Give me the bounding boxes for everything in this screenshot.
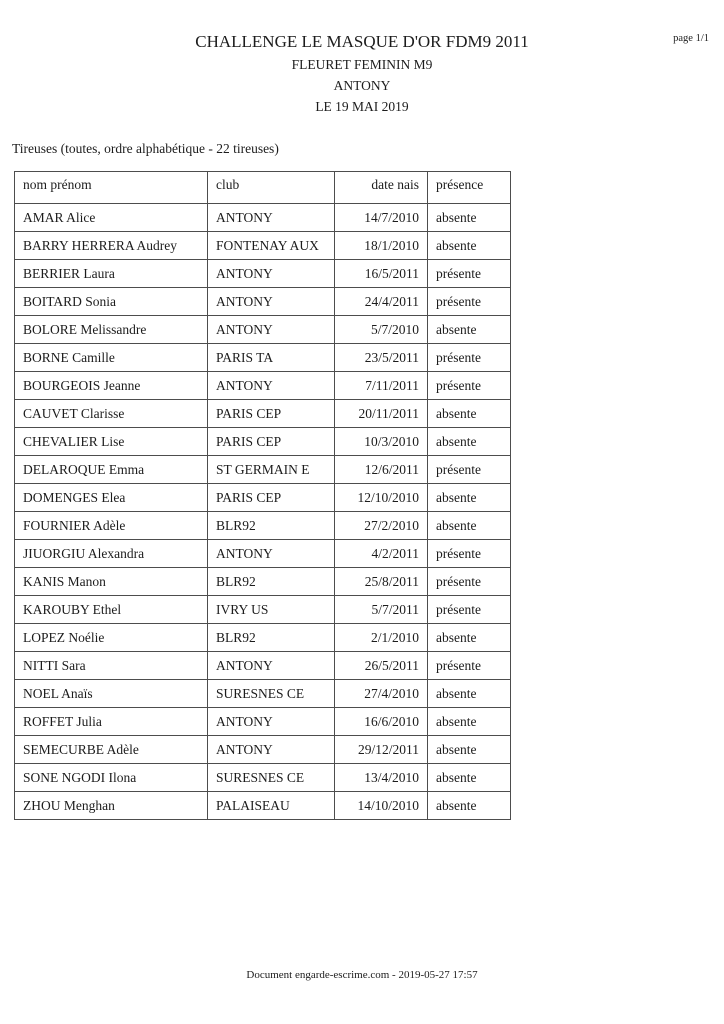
cell-name: BOLORE Melissandre	[15, 316, 208, 344]
cell-name: JIUORGIU Alexandra	[15, 540, 208, 568]
cell-name: BOITARD Sonia	[15, 288, 208, 316]
cell-club: ST GERMAIN E	[208, 456, 335, 484]
document-subtitle-weapon: FLEURET FEMININ M9	[291, 57, 433, 72]
cell-club: ANTONY	[208, 708, 335, 736]
cell-presence: présente	[428, 540, 511, 568]
document-title: CHALLENGE LE MASQUE D'OR FDM9 2011	[195, 32, 529, 51]
table-header-row	[15, 172, 511, 204]
cell-presence: présente	[428, 652, 511, 680]
table-row	[15, 484, 511, 512]
cell-club: ANTONY	[208, 736, 335, 764]
column-header-club: club	[208, 172, 335, 204]
cell-birthdate: 26/5/2011	[335, 652, 428, 680]
cell-birthdate: 18/1/2010	[335, 232, 428, 260]
cell-club: PARIS CEP	[208, 400, 335, 428]
table-row	[15, 204, 511, 232]
cell-club: ANTONY	[208, 372, 335, 400]
cell-birthdate: 14/10/2010	[335, 792, 428, 820]
cell-club: PALAISEAU	[208, 792, 335, 820]
cell-club: BLR92	[208, 512, 335, 540]
cell-club: ANTONY	[208, 316, 335, 344]
cell-birthdate: 20/11/2011	[335, 400, 428, 428]
table-row	[15, 792, 511, 820]
cell-name: BARRY HERRERA Audrey	[15, 232, 208, 260]
cell-club: ANTONY	[208, 288, 335, 316]
cell-club: IVRY US	[208, 596, 335, 624]
cell-name: NOEL Anaïs	[15, 680, 208, 708]
table-row	[15, 764, 511, 792]
cell-name: ROFFET Julia	[15, 708, 208, 736]
cell-presence: présente	[428, 344, 511, 372]
table-row	[15, 680, 511, 708]
cell-presence: absente	[428, 680, 511, 708]
cell-presence: absente	[428, 484, 511, 512]
table-row	[15, 652, 511, 680]
cell-presence: présente	[428, 372, 511, 400]
cell-name: FOURNIER Adèle	[15, 512, 208, 540]
table-row	[15, 400, 511, 428]
cell-birthdate: 7/11/2011	[335, 372, 428, 400]
cell-name: SEMECURBE Adèle	[15, 736, 208, 764]
cell-birthdate: 27/2/2010	[335, 512, 428, 540]
cell-presence: présente	[428, 260, 511, 288]
cell-name: CHEVALIER Lise	[15, 428, 208, 456]
table-row	[15, 512, 511, 540]
cell-presence: absente	[428, 736, 511, 764]
table-row	[15, 540, 511, 568]
table-row	[15, 736, 511, 764]
cell-birthdate: 14/7/2010	[335, 204, 428, 232]
cell-club: PARIS CEP	[208, 484, 335, 512]
cell-presence: absente	[428, 316, 511, 344]
cell-club: PARIS TA	[208, 344, 335, 372]
column-header-birthdate: date nais	[335, 172, 428, 204]
cell-birthdate: 29/12/2011	[335, 736, 428, 764]
cell-presence: absente	[428, 708, 511, 736]
document-subtitle-city: ANTONY	[333, 78, 391, 93]
cell-birthdate: 23/5/2011	[335, 344, 428, 372]
cell-birthdate: 25/8/2011	[335, 568, 428, 596]
table-row	[15, 624, 511, 652]
cell-club: ANTONY	[208, 204, 335, 232]
cell-birthdate: 16/6/2010	[335, 708, 428, 736]
cell-club: BLR92	[208, 624, 335, 652]
document-header	[0, 0, 724, 114]
cell-name: CAUVET Clarisse	[15, 400, 208, 428]
cell-presence: absente	[428, 624, 511, 652]
cell-birthdate: 2/1/2010	[335, 624, 428, 652]
table-row	[15, 456, 511, 484]
cell-name: BORNE Camille	[15, 344, 208, 372]
page-number-label: page 1/1	[673, 33, 709, 44]
table-row	[15, 568, 511, 596]
cell-club: ANTONY	[208, 540, 335, 568]
table-row	[15, 708, 511, 736]
cell-club: PARIS CEP	[208, 428, 335, 456]
cell-presence: absente	[428, 204, 511, 232]
cell-club: FONTENAY AUX	[208, 232, 335, 260]
table-row	[15, 344, 511, 372]
cell-presence: absente	[428, 428, 511, 456]
column-header-presence: présence	[428, 172, 511, 204]
cell-presence: absente	[428, 512, 511, 540]
cell-club: ANTONY	[208, 652, 335, 680]
table-row	[15, 596, 511, 624]
cell-presence: absente	[428, 232, 511, 260]
cell-name: DELAROQUE Emma	[15, 456, 208, 484]
cell-presence: absente	[428, 764, 511, 792]
cell-name: ZHOU Menghan	[15, 792, 208, 820]
cell-birthdate: 12/10/2010	[335, 484, 428, 512]
document-footer: Document engarde-escrime.com - 2019-05-27 17:57	[246, 969, 478, 981]
cell-birthdate: 5/7/2011	[335, 596, 428, 624]
cell-birthdate: 16/5/2011	[335, 260, 428, 288]
cell-name: KAROUBY Ethel	[15, 596, 208, 624]
table-row	[15, 288, 511, 316]
cell-presence: présente	[428, 596, 511, 624]
cell-club: SURESNES CE	[208, 764, 335, 792]
cell-name: AMAR Alice	[15, 204, 208, 232]
column-header-name: nom prénom	[15, 172, 208, 204]
cell-club: ANTONY	[208, 260, 335, 288]
cell-presence: absente	[428, 400, 511, 428]
cell-birthdate: 27/4/2010	[335, 680, 428, 708]
cell-birthdate: 10/3/2010	[335, 428, 428, 456]
cell-name: BERRIER Laura	[15, 260, 208, 288]
table-row	[15, 316, 511, 344]
document-subtitle-date: LE 19 MAI 2019	[315, 99, 409, 114]
cell-name: KANIS Manon	[15, 568, 208, 596]
fencers-table	[14, 171, 511, 820]
cell-birthdate: 13/4/2010	[335, 764, 428, 792]
cell-name: BOURGEOIS Jeanne	[15, 372, 208, 400]
cell-name: NITTI Sara	[15, 652, 208, 680]
cell-presence: présente	[428, 568, 511, 596]
cell-name: SONE NGODI Ilona	[15, 764, 208, 792]
cell-club: SURESNES CE	[208, 680, 335, 708]
cell-birthdate: 5/7/2010	[335, 316, 428, 344]
cell-presence: présente	[428, 288, 511, 316]
table-row	[15, 232, 511, 260]
section-label: Tireuses (toutes, ordre alphabétique - 22 tireuses)	[12, 141, 279, 156]
cell-presence: absente	[428, 792, 511, 820]
cell-birthdate: 4/2/2011	[335, 540, 428, 568]
table-row	[15, 260, 511, 288]
cell-birthdate: 12/6/2011	[335, 456, 428, 484]
cell-birthdate: 24/4/2011	[335, 288, 428, 316]
cell-club: BLR92	[208, 568, 335, 596]
table-row	[15, 372, 511, 400]
cell-name: LOPEZ Noélie	[15, 624, 208, 652]
table-body	[15, 204, 511, 820]
cell-presence: présente	[428, 456, 511, 484]
cell-name: DOMENGES Elea	[15, 484, 208, 512]
table-row	[15, 428, 511, 456]
